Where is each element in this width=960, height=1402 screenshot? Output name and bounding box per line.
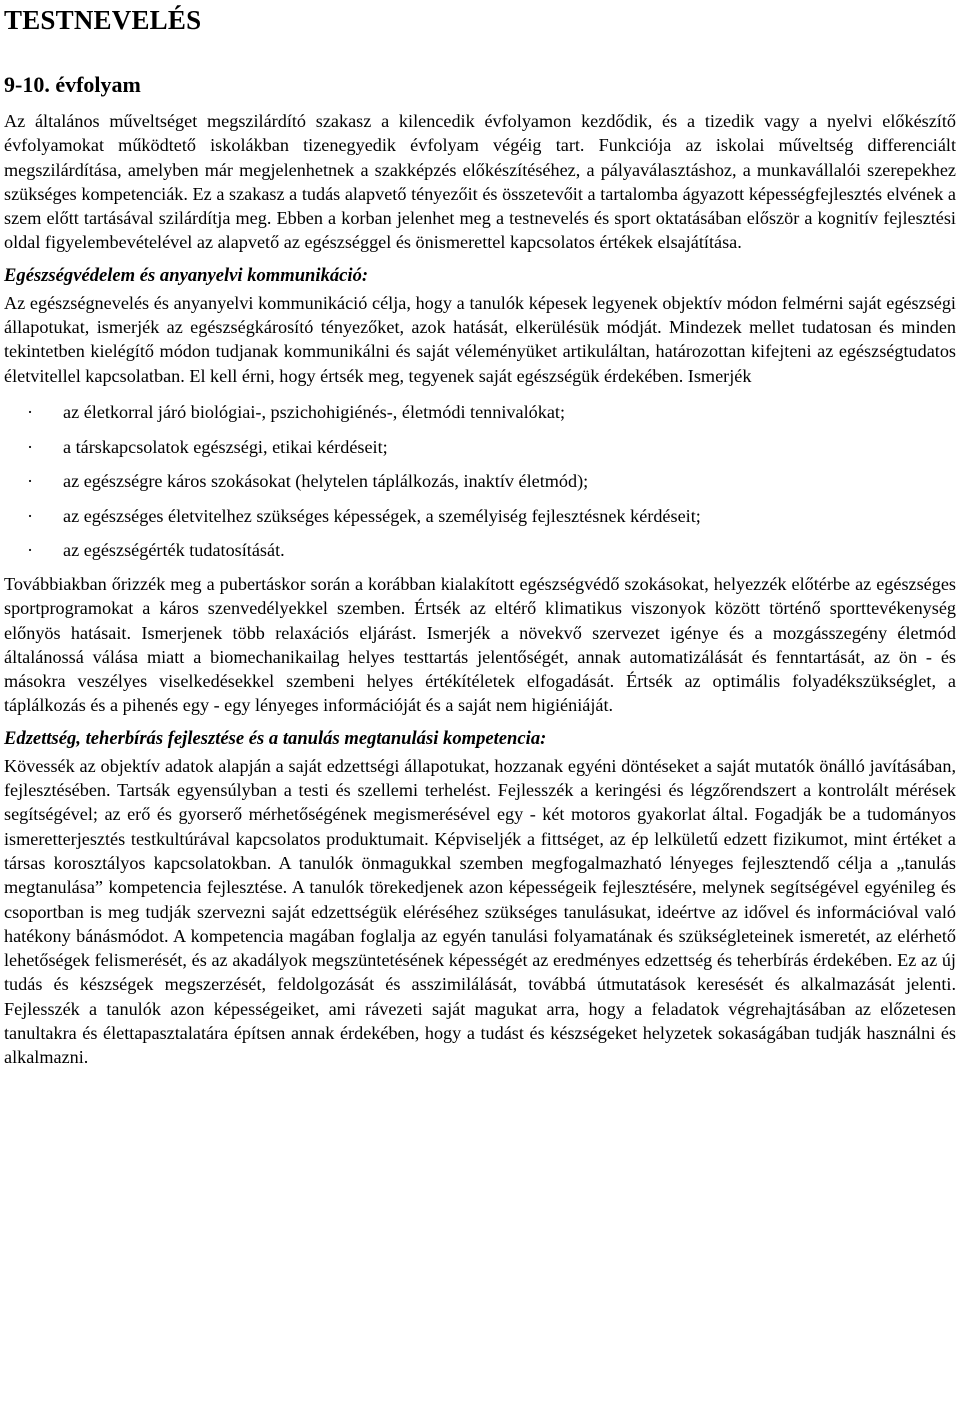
- fitness-paragraph: Kövessék az objektív adatok alapján a saját edzettségi állapotukat, hozzanak egyéni döntéseket a saját mutatók önálló javításában, fejlesztésében. Tartsák egyensúlyban a testi és szellemi terhelést. Fejlesszék a keringési és légzőrendszert a kontrolált mérések segítségével; az erő és gyorserő mérhetőségének megismerésével egy - két motoros gyakorlat által. Fogadják be a tudományos ismeretterjesztés testkultúrával kapcsolatos produktumait. Képviseljék a fittséget, az ép lelkületű edzett fizikumot, mint értéket a társas korosztályos kapcsolatokban. A tanulók önmagukkal szemben megfogalmazható lényeges fejlesztendő célja a „tanulás megtanulása” kompetencia fejlesztése. A tanulók törekedjenek azon képességeik fejlesztésére, melynek segítségével egyénileg és csoportban is meg tudják szervezni saját edzettségük eléréséhez szükséges tanulásukat, ideértve az idővel és információval való hatékony bánásmódot. A kompetencia magában foglalja az egyén tanulási folyamatának és szükségleteinek ismeretét, az elérhető lehetőségek felismerését, és az akadályok megszüntetésének képességét az eredményes edzettség és teherbírás érdekében. Ez az új tudás és készségek megszerzését, feldolgozását és asszimilálását, továbbá útmutatások keresését és alkalmazását jelenti. Fejlesszék a tanulók azon képességeiket, ami rávezeti saját magukat arra, hogy a feladatok végrehajtásában az előzetesen tanultakra és élettapasztalatára építsen annak érdekében, hogy a tudást és készségeket helyzetek sokaságában tudják használni és alkalmazni.: [4, 755, 956, 1068]
- list-item: [4, 395, 956, 430]
- bullet-marker: ·: [27, 505, 34, 526]
- list-item: [4, 533, 956, 568]
- list-item-text: az egészséges életvitelhez szükséges képességek, a személyiség fejlesztésnek kérdéseit;: [63, 505, 701, 526]
- list-item-text: az egészségérték tudatosítását.: [63, 540, 285, 561]
- intro-paragraph: Az általános műveltséget megszilárdító szakasz a kilencedik évfolyamon kezdődik, és a tizedik vagy a nyelvi előkészítő évfolyamokat működtető iskolákban tizenegyedik évfolyam végéig tart. Funkciója az iskolai műveltség differenciált megszilárdítása, amelyben már megjelenhetnek a szakképzés előkészítéséhez, a pályaválasztáshoz, a munkavállalói szerepekhez szükséges kompetenciák. Ez a szakasz a tudás alapvető tényezőit és összetevőit a tartalomba ágyazott képességfejlesztés elvének a szem előtt tartásával szilárdítja meg. Ebben a korban jelenhet meg a testnevelés és sport oktatásában először a kognitív fejlesztési oldal figyelembevételével az alapvető az egészséggel és önismerettel kapcsolatos értékek elsajátítása.: [4, 111, 956, 253]
- list-item-text: az életkorral járó biológiai-, pszichohigiénés-, életmódi tennivalókat;: [63, 401, 566, 422]
- list-item: [4, 464, 956, 499]
- health-bullet-list: [4, 395, 956, 568]
- health-continuation-paragraph: Továbbiakban őrizzék meg a pubertáskor során a korábban kialakított egészségvédő szokásokat, helyezzék előtérbe az egészséges sportprogramokat a káros szenvedélyekkel szemben. Értsék az eltérő klimatikus viszonyok között történő sporttevékenység előnyös hatásait. Ismerjenek több relaxációs eljárást. Ismerjék a növekvő szervezet igénye és a mozgásszegény életmód általánossá válása miatt a biomechanikailag helyes testtartás jelentőségét, annak automatizálását és fenntartását, az ön - és másokra veszélyes viselkedésekkel szembeni helyes értékítéletek elfogadását. Értsék az optimális folyadékszükséglet, a táplálkozás és a pihenés egy - egy lényeges információját és a saját nem higiéniáját.: [4, 573, 956, 716]
- bullet-marker: ·: [27, 471, 34, 492]
- section-heading-fitness: Edzettség, teherbírás fejlesztése és a tanulás megtanulási kompetencia:: [4, 727, 547, 749]
- bullet-marker: ·: [27, 540, 34, 561]
- grade-heading: 9-10. évfolyam: [4, 72, 141, 97]
- health-paragraph: Az egészségnevelés és anyanyelvi kommunikáció célja, hogy a tanulók képesek legyenek objektív módon felmérni saját egészségi állapotukat, ismerjék az egészségkárosító tényezőket, azok hatását, elkerülésük módját. Mindezek mellet tudatosan és minden tekintetben kielégítő módon tudjanak kommunikálni és saját véleményüket artikuláltan, határozottan kifejteni az egészségtudatos életvitellel kapcsolatban. El kell érni, hogy értsék meg, tegyenek saját egészségük érdekében. Ismerjék: [4, 292, 956, 386]
- bullet-marker: ·: [27, 436, 34, 457]
- document-title: TESTNEVELÉS: [4, 5, 202, 35]
- bullet-marker: ·: [27, 401, 34, 422]
- list-item-text: a társkapcsolatok egészségi, etikai kérdéseit;: [63, 436, 388, 457]
- list-item-text: az egészségre káros szokásokat (helytelen táplálkozás, inaktív életmód);: [63, 471, 589, 492]
- section-heading-health: Egészségvédelem és anyanyelvi kommunikáció:: [4, 264, 369, 286]
- list-item: [4, 499, 956, 534]
- list-item: [4, 430, 956, 465]
